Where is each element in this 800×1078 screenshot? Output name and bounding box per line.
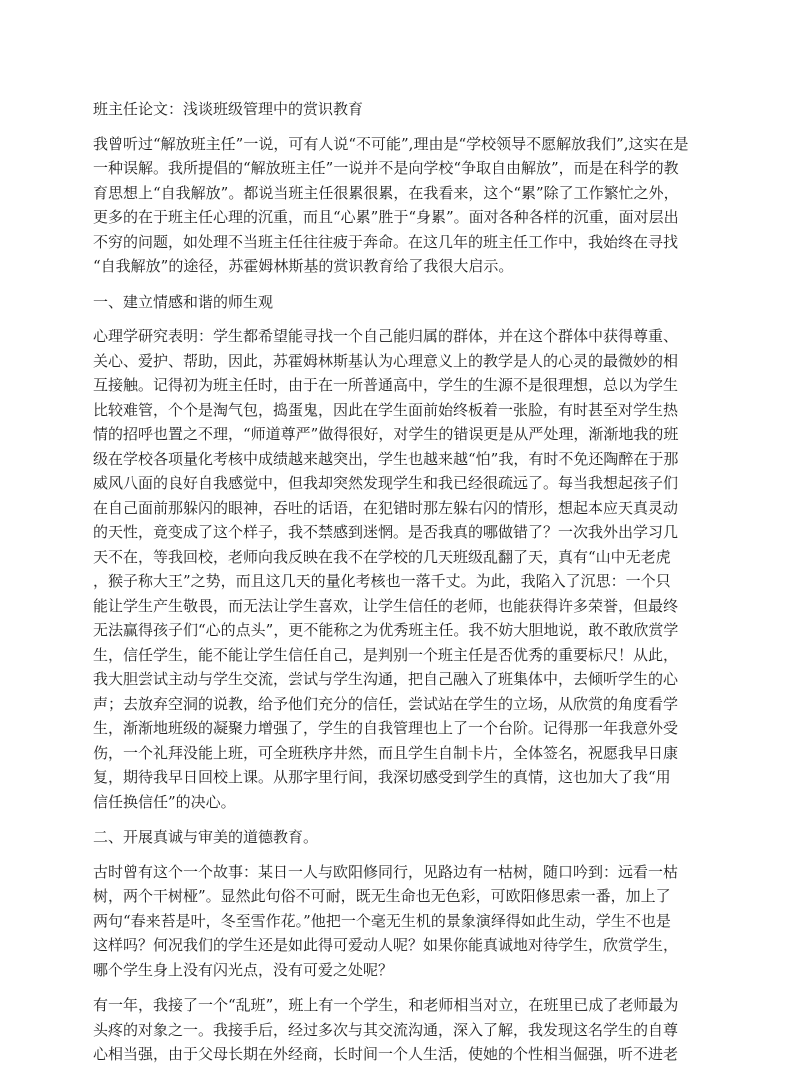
text-line: 能让学生产生敬畏，而无法让学生喜欢，让学生信任的老师，也能获得许多荣誉，但最终	[93, 596, 679, 615]
text-line: 古时曾有这个一个故事：某日一人与欧阳修同行，见路边有一枯树，随口吟到：远看一枯	[93, 862, 679, 881]
text-line: 声；去放弃空洞的说教，给予他们充分的信任，尝试站在学生的立场，从欣赏的角度看学	[93, 694, 679, 713]
text-line: 在自己面前那躲闪的眼神，吞吐的话语，在犯错时那左躲右闪的情形，想起本应天真灵动	[93, 498, 679, 517]
text-line: 两句“春来苔是叶，冬至雪作花。”他把一个毫无生机的景象演绎得如此生动，学生不也是	[93, 911, 671, 930]
text-line: 级在学校各项量化考核中成绩越来越突出，学生也越来越“怕”我，有时不免还陶醉在于那	[93, 449, 679, 468]
text-line: 威风八面的良好自我感觉中，但我却突然发现学生和我已经很疏远了。每当我想起孩子们	[93, 474, 679, 492]
text-line: ，猴子称大王”之势，而且这几天的量化考核也一落千丈。为此，我陷入了沉思：一个只	[93, 572, 671, 590]
text-line: 我大胆尝试主动与学生交流，尝试与学生沟通，把自己融入了班集体中，去倾听学生的心	[93, 670, 679, 688]
document-body	[93, 97, 709, 1078]
text-line: 我曾听过“解放班主任”一说，可有人说“不可能”,理由是“学校领导不愿解放我们”,这实在是	[93, 134, 689, 153]
text-line: 情的招呼也置之不理，“师道尊严”做得很好，对学生的错误更是从严处理，渐渐地我的班	[93, 425, 679, 443]
section-heading-2: 二、开展真诚与审美的道德教育。	[93, 828, 319, 846]
text-line: 心相当强，由于父母长期在外经商，长时间一个人生活，使她的个性相当倔强，听不进老	[93, 1045, 679, 1063]
text-line: 心理学研究表明：学生都希望能寻找一个自己能归属的群体，并在这个群体中获得尊重、	[93, 327, 679, 345]
text-line: 关心、爱护、帮助，因此，苏霍姆林斯基认为心理意义上的教学是人的心灵的最微妙的相	[93, 351, 679, 370]
text-line: 互接触。记得初为班主任时，由于在一所普通高中，学生的生源不是很理想，总以为学生	[93, 376, 679, 394]
text-line: 生，信任学生，能不能让学生信任自己，是判别一个班主任是否优秀的重要标尺！从此，	[93, 645, 679, 664]
text-line: 的天性，竟变成了这个样子，我不禁感到迷惘。是否我真的哪做错了？一次我外出学习几	[93, 523, 679, 541]
document-title: 班主任论文：浅谈班级管理中的赏识教育	[93, 100, 364, 118]
text-line: 哪个学生身上没有闪光点，没有可爱之处呢？	[93, 960, 394, 979]
text-line: 无法赢得孩子们“心的点头”，更不能称之为优秀班主任。我不妨大胆地说，敢不敢欣赏学	[93, 621, 679, 639]
intro-paragraph	[93, 132, 709, 279]
text-line: 比较难管，个个是淘气包，捣蛋鬼，因此在学生面前始终板着一张脸，有时甚至对学生热	[93, 400, 679, 419]
text-line: 生，渐渐地班级的凝聚力增强了，学生的自我管理也上了一个台阶。记得那一年我意外受	[93, 719, 679, 737]
text-line: 育思想上“自我解放”。都说当班主任很累很累，在我看来，这个“累”除了工作繁忙之外，	[93, 183, 679, 202]
text-line: 信任换信任”的决心。	[93, 792, 236, 811]
text-line: “自我解放”的途径，苏霍姆林斯基的赏识教育给了我很大启示。	[93, 257, 514, 275]
text-line: 复，期待我早日回校上课。从那字里行间，我深切感受到学生的真情，这也加大了我“用	[93, 768, 671, 786]
text-line: 更多的在于班主任心理的沉重，而且“心累”胜于“身累”。面对各种各样的沉重，面对层出	[93, 208, 679, 226]
text-line: 头疼的对象之一。我接手后，经过多次与其交流沟通，深入了解，我发现这名学生的自尊	[93, 1020, 679, 1039]
section2-paragraph-2	[93, 993, 709, 1067]
text-line: 伤，一个礼拜没能上班，可全班秩序井然，而且学生自制卡片，全体签名，祝愿我早日康	[93, 743, 679, 762]
text-line: 天不在，等我回校，老师向我反映在我不在学校的几天班级乱翻了天，真有“山中无老虎	[93, 547, 671, 566]
text-line: 不穷的问题，如处理不当班主任往往疲于奔命。在这几年的班主任工作中，我始终在寻找	[93, 232, 679, 251]
text-line: 这样吗？何况我们的学生还是如此得可爱动人呢？如果你能真诚地对待学生，欣赏学生，	[93, 936, 679, 954]
section2-paragraph-1	[93, 860, 709, 983]
section1-paragraph	[93, 324, 709, 814]
text-line: 一种误解。我所提倡的“解放班主任”一说并不是向学校“争取自由解放”，而是在科学的教	[93, 159, 679, 177]
text-line: 树，两个干树桠”。显然此句俗不可耐，既无生命也无色彩，可欧阳修思索一番，加上了	[93, 887, 671, 905]
text-line: 有一年，我接了一个“乱班”，班上有一个学生，和老师相当对立，在班里已成了老师最为	[93, 996, 679, 1014]
section-heading-1: 一、建立情感和谐的师生观	[93, 292, 274, 311]
